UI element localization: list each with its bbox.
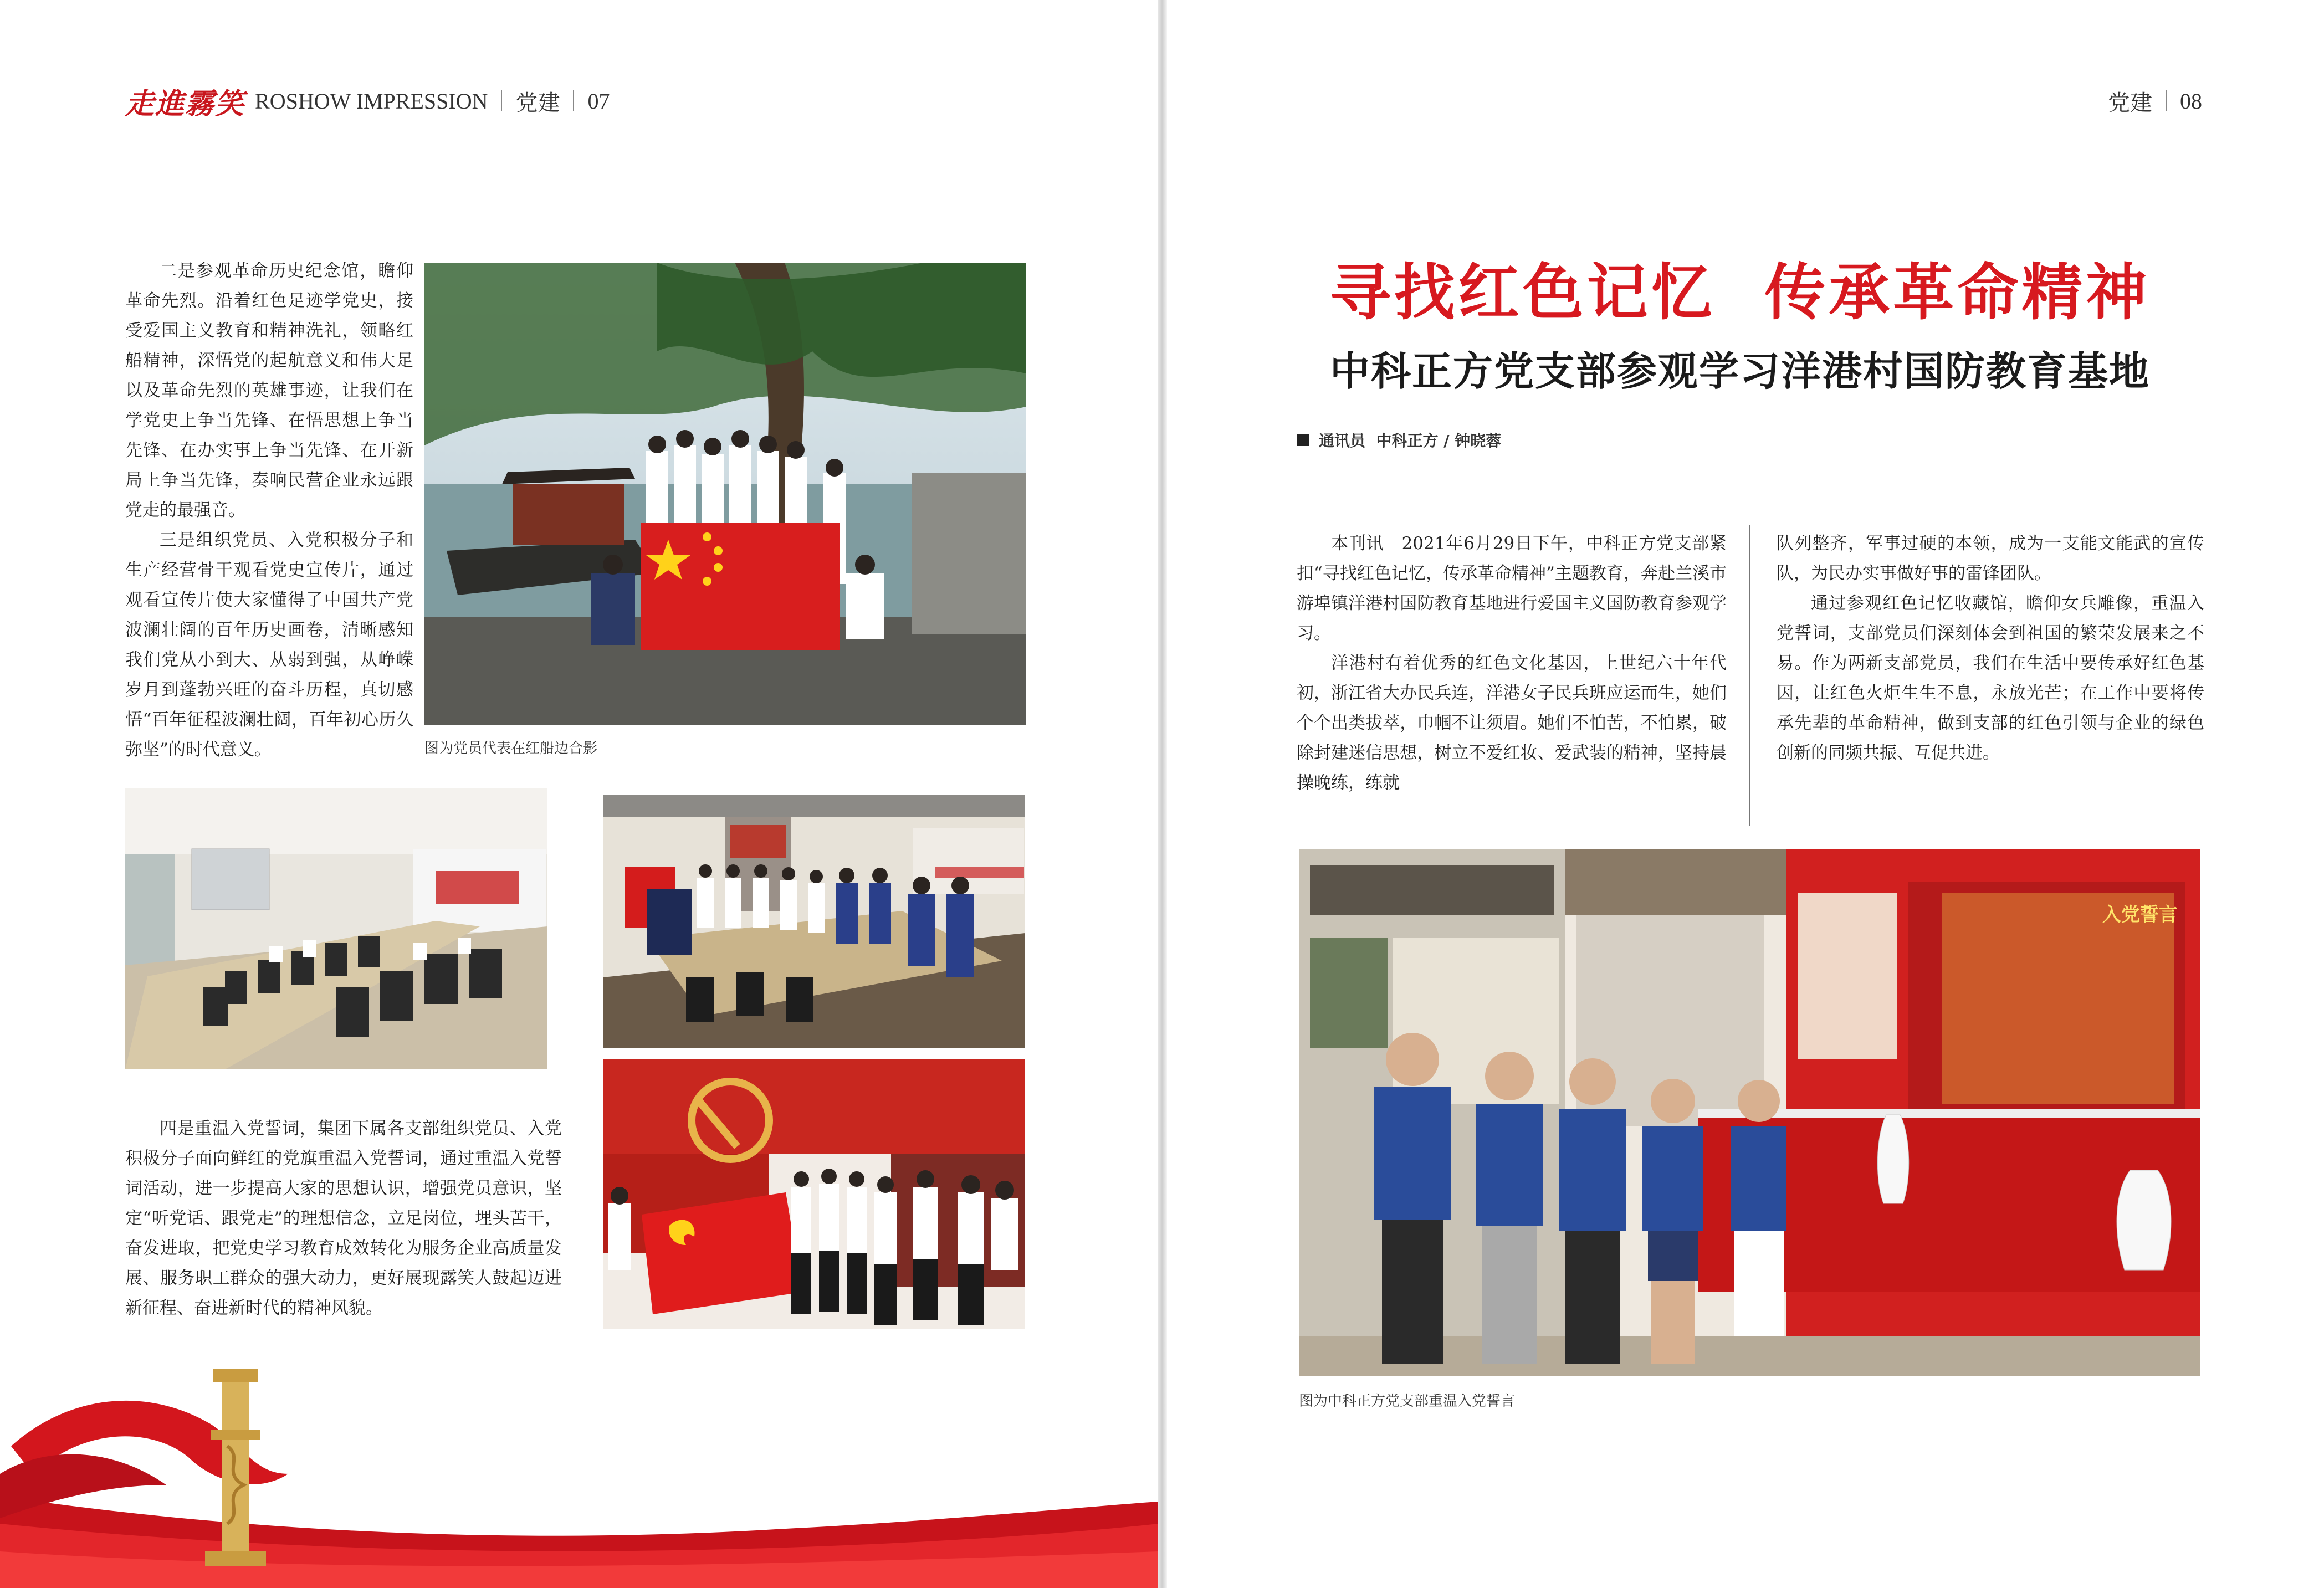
text-block-2 [125, 256, 413, 765]
page-number: 07 [587, 88, 610, 114]
paragraph-4: 四是重温入党誓词，集团下属各支部组织党员、入党积极分子面向鲜红的党旗重温入党誓词，通过重温入党誓词活动，进一步提高大家的思想认识，增强党员意识，坚定“听党话、跟党走”的理想信念，立足岗位，埋头苦干，奋发进取，把党史学习教育成效转化为服务企业高质量发展、服务职工群众的强大动力，更好展现露笑人鼓起迈进新征程、奋进新时代的精神风貌。 [125, 1119, 562, 1318]
byline-text: 通讯员 中科正方 / 钟晓蓉 [1319, 432, 1502, 450]
byline [1297, 429, 1501, 451]
brand-logo-cn: 走進霧笑 [125, 86, 245, 121]
red-boat-illustration [424, 263, 1026, 725]
paragraph-3: 三是组织党员、入党积极分子和生产经营骨干观看党史宣传片，通过观看宣传片使大家懂得了中国共产党波澜壮阔的百年历史画卷，清晰感知我们党从小到大、从弱到强，从峥嵘岁月到蓬勃兴旺的奋斗历程，真切感悟“百年征程波澜壮阔，百年初心历久弥坚”的时代意义。 [125, 530, 413, 760]
article-paragraph-4: 通过参观红色记忆收藏馆，瞻仰女兵雕像，重温入党誓词，支部党员们深刻体会到祖国的繁荣发展来之不易。作为两新支部党员，我们在生活中要传承好红色基因，让红色火炬生生不息，永放光芒；在工作中要将传承先辈的革命精神，做到支部的红色引领与企业的绿色创新的同频共振、互促共进。 [1777, 593, 2204, 763]
header-separator [573, 90, 574, 111]
text-block-4 [125, 1114, 562, 1323]
caption-red-boat: 图为党员代表在红船边合影 [424, 740, 598, 757]
page-number-right: 08 [2180, 88, 2202, 114]
red-ribbon-decoration [0, 1363, 1158, 1588]
column-divider [1749, 525, 1750, 826]
caption-oath-exhibition: 图为中科正方党支部重温入党誓言 [1299, 1393, 1516, 1410]
article-paragraph-2: 洋港村有着优秀的红色文化基因，上世纪六十年代初，浙江省大办民兵连，洋港女子民兵班应运而生，她们个个出类拔萃，巾帼不让须眉。她们不怕苦，不怕累，破除封建迷信思想，树立不爱红妆、爱武装的精神，坚持晨操晚练，练就 [1297, 653, 1727, 793]
meeting-room-illustration [125, 788, 547, 1069]
party-flag-illustration [603, 1059, 1025, 1329]
left-page [0, 0, 1158, 1588]
byline-square-icon [1297, 434, 1309, 446]
left-header [125, 84, 610, 121]
photo-oath-hall [603, 795, 1025, 1048]
right-header [2108, 84, 2202, 117]
article-subtitle: 中科正方党支部参观学习洋港村国防教育基地 [1329, 348, 2150, 395]
photo-red-boat-group [424, 263, 1026, 725]
section-label: 党建 [515, 90, 560, 115]
article-title: 寻找红色记忆 传承革命精神 [1329, 257, 2151, 328]
header-separator [2166, 90, 2167, 111]
article-paragraph-1: 本刊讯 2021年6月29日下午，中科正方党支部紧扣“寻找红色记忆，传承革命精神”主题教育，奔赴兰溪市游埠镇洋港村国防教育基地进行爱国主义国防教育参观学习。 [1297, 534, 1727, 643]
page-gutter [1158, 0, 1167, 1588]
paragraph-2: 二是参观革命历史纪念馆，瞻仰革命先烈。沿着红色足迹学党史，接受爱国主义教育和精神洗礼，领略红船精神，深悟党的起航意义和伟大足以及革命先烈的英雄事迹，让我们在学党史上争当先锋、在悟思想上争当先锋、在办实事上争当先锋、在开新局上争当先锋，奏响民营企业永远跟党走的最强音。 [125, 261, 413, 520]
oath-exhibition-illustration [1299, 849, 2200, 1376]
article-paragraph-3: 队列整齐，军事过硬的本领，成为一支能文能武的宣传队，为民办实事做好事的雷锋团队。 [1777, 534, 2204, 583]
article-column-2 [1777, 529, 2204, 768]
photo-oath-exhibition [1299, 849, 2200, 1376]
header-separator [501, 90, 502, 111]
photo-meeting-room [125, 788, 547, 1069]
article-column-1 [1297, 529, 1727, 798]
section-label-right: 党建 [2108, 90, 2152, 115]
brand-name-en: ROSHOW IMPRESSION [255, 88, 488, 114]
poster-title-text: 入党誓言 [2102, 904, 2178, 926]
photo-party-flag-oath [603, 1059, 1025, 1329]
oath-hall-illustration [603, 795, 1025, 1048]
